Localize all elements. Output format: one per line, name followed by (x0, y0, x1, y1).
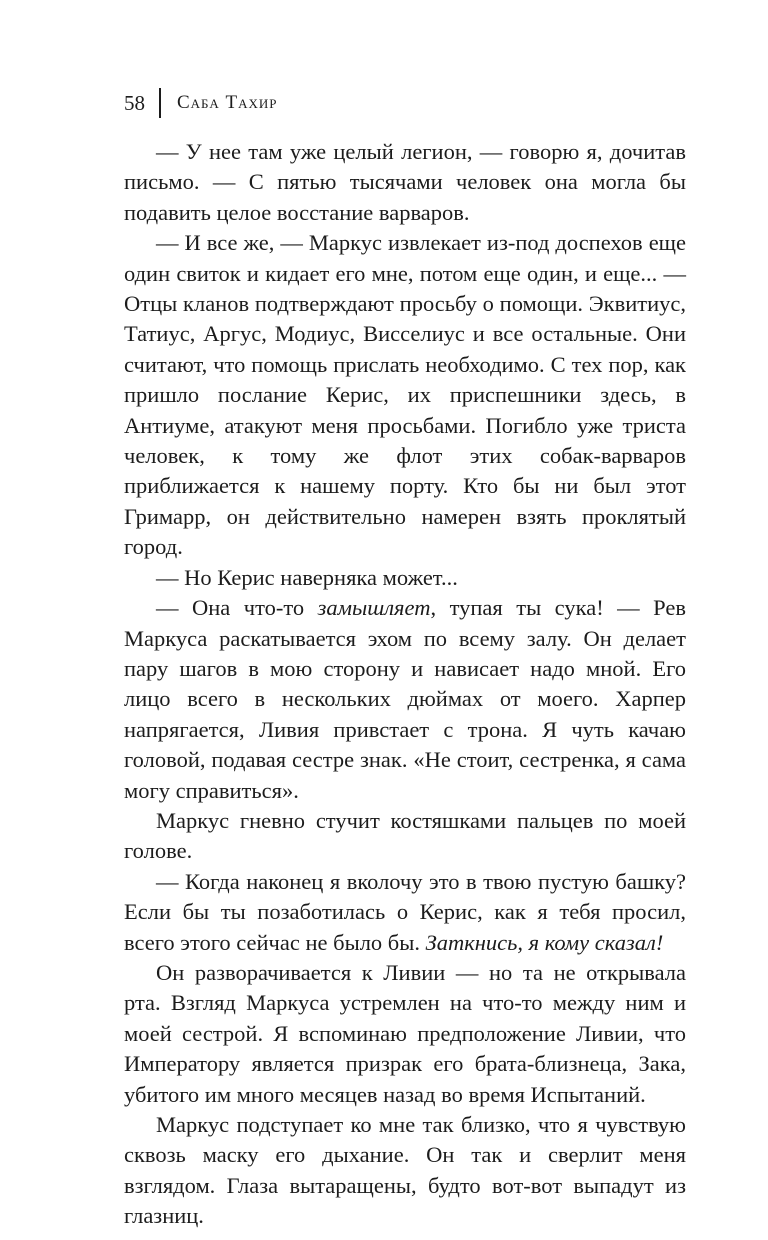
paragraph-text: — Но Керис наверняка может... (156, 564, 458, 590)
paragraph-text: — У нее там уже целый легион, — говорю я, дочитав письмо. — С пятью тысячами человек она могла бы подавить целое восстание варваров. (124, 139, 686, 225)
paragraph (124, 563, 686, 593)
header-separator (159, 88, 161, 118)
paragraph-text: — Она что-то (156, 595, 318, 621)
paragraph-text: — Когда наконец я вколочу это в твою пустую башку? Если бы ты позаботилась о Керис, как я тебя просил, всего этого сейчас не было бы. (124, 868, 686, 955)
paragraph (124, 137, 686, 228)
paragraph-text: Маркус гневно стучит костяшками пальцев по моей голове. (124, 807, 686, 864)
paragraph (124, 958, 686, 1110)
paragraph-text: Он разворачивается к Ливии — но та не открывала рта. Взгляд Маркуса устремлен на что-то между ним и моей сестрой. Я вспоминаю предположение Ливии, что Императору является призрак его брата-близнеца, Зака, убитого им много месяцев назад во время Испытаний. (124, 959, 686, 1107)
running-header-author: Саба Тахир (177, 92, 278, 113)
running-header (124, 88, 278, 118)
italic-text: замышляет (317, 595, 431, 621)
paragraph-text: — И все же, — Маркус извлекает из-под доспехов еще один свиток и кидает его мне, потом еще один, и еще... — Отцы кланов подтверждают просьбу о помощи. Эквитиус, Татиус, Аргус, Модиус, Висселиус и все остальные. Они считают, что помощь прислать необходимо. С тех пор, как пришло послание Керис, их приспешники здесь, в Антиуме, атакуют меня просьбами. Погибло уже триста человек, к тому же флот этих собак-варваров приближается к нашему порту. Кто бы ни был этот Гримарр, он действительно намерен взять проклятый город. (124, 230, 686, 560)
paragraph (124, 228, 686, 562)
page-number: 58 (124, 90, 145, 115)
paragraph (124, 1110, 686, 1232)
paragraph (124, 806, 686, 867)
paragraph (124, 867, 686, 958)
paragraph-text: , тупая ты сука! — Рев Маркуса раскатывается эхом по всему залу. Он делает пару шагов в мою сторону и нависает надо мной. Его лицо всего в нескольких дюймах от моего. Харпер напрягается, Ливия привстает с трона. Я чуть качаю головой, подавая сестре знак. «Не стоит, сестренка, я сама могу справиться». (124, 595, 686, 803)
italic-text: Заткнись, я кому сказал! (425, 929, 664, 955)
paragraph (124, 593, 686, 806)
paragraph-text: Маркус подступает ко мне так близко, что я чувствую сквозь маску его дыхание. Он так и сверлит меня взглядом. Глаза вытаращены, будто вот-вот выпадут из глазниц. (124, 1112, 686, 1229)
body-text (124, 137, 686, 1232)
